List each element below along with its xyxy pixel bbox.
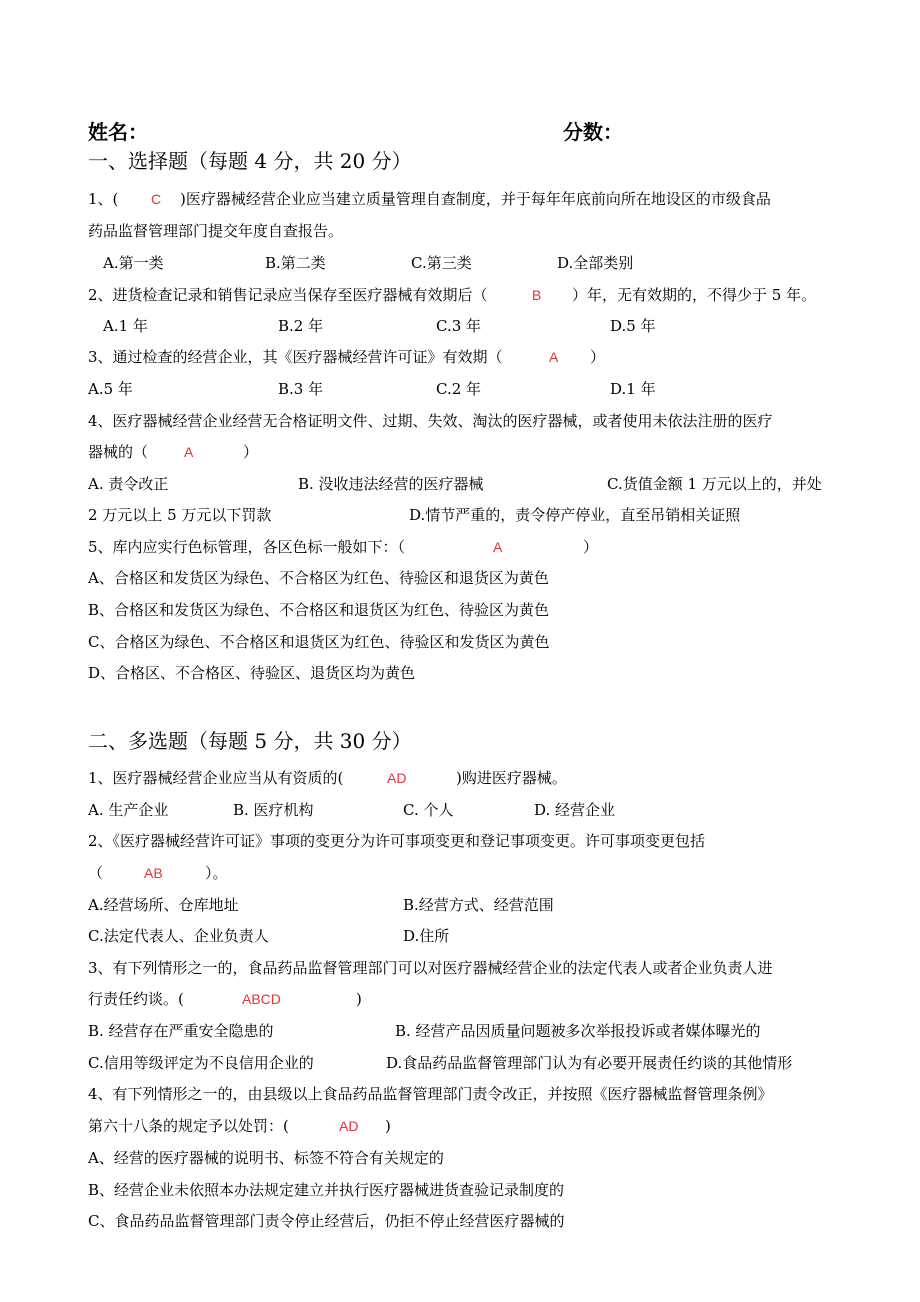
s1-q1-prefix: 1、( [88,190,119,208]
s1-q3-option-d: D.1 年 [610,380,656,398]
section1-title: 一、选择题（每题 4 分，共 20 分） [88,149,412,173]
s1-q4-option-d: D.情节严重的，责令停产停业，直至吊销相关证照 [409,506,741,524]
s2-q3-option-c: C.信用等级评定为不良信用企业的 [88,1054,314,1072]
s1-q4-suffix: ） [243,443,259,461]
s2-q4-text: 4、有下列情形之一的，由县级以上食品药品监督管理部门责令改正，并按照《医疗器械监督管理条例》 [88,1085,773,1103]
s2-q4-prefix: 第六十八条的规定予以处罚：( [88,1117,289,1135]
s2-q2-option-c: C.法定代表人、企业负责人 [88,927,269,945]
s1-q4-option-b: B. 没收违法经营的医疗器械 [298,475,484,493]
s1-q5-prefix: 5、库内应实行色标管理，各区色标一般如下：（ [88,538,406,556]
s2-q4-option-c: C、食品药品监督管理部门责令停止经营后，仍拒不停止经营医疗器械的 [88,1212,565,1230]
s1-q3-option-b: B.3 年 [278,380,324,398]
s1-q3-prefix: 3、通过检查的经营企业，其《医疗器械经营许可证》有效期（ [88,348,503,366]
s1-q5-option-c: C、合格区为绿色、不合格区和退货区为红色、待验区和发货区为黄色 [88,633,550,651]
s1-q5-option-d: D、合格区、不合格区、待验区、退货区均为黄色 [88,664,416,682]
s2-q1-option-a: A. 生产企业 [88,801,169,819]
s1-q1-answer: C [151,191,162,207]
s2-q2-suffix: ）。 [205,864,228,882]
s2-q2-answer: AB [144,865,163,881]
s1-q1-option-a: A.第一类 [103,254,164,272]
s1-q2-answer: B [532,287,542,303]
s2-q2-text: 2、《医疗器械经营许可证》事项的变更分为许可事项变更和登记事项变更。许可事项变更包括 [88,832,706,850]
s1-q1-text: )医疗器械经营企业应当建立质量管理自查制度，并于每年年底前向所在地设区的市级食品 [180,190,771,208]
section2-title: 二、多选题（每题 5 分，共 30 分） [88,729,412,753]
s2-q3-option-a: B. 经营存在严重安全隐患的 [88,1022,274,1040]
s2-q4-answer: AD [339,1118,359,1134]
s1-q4-option-c-cont: 2 万元以上 5 万元以下罚款 [88,506,272,524]
s1-q4-text: 4、医疗器械经营企业经营无合格证明文件、过期、失效、淘汰的医疗器械，或者使用未依法注册的医疗 [88,412,773,430]
s2-q1-answer: AD [387,770,407,786]
s1-q1-option-c: C.第三类 [411,254,472,272]
s1-q2-option-d: D.5 年 [610,317,656,335]
s1-q3-option-a: A.5 年 [88,380,133,398]
s1-q3-suffix: ） [590,348,606,366]
s1-q2-suffix: ）年，无有效期的，不得少于 5 年。 [572,286,817,304]
s2-q1-suffix: )购进医疗器械。 [456,769,567,787]
s1-q1-option-d: D.全部类别 [557,254,634,272]
s2-q3-prefix: 行责任约谈。( [88,990,184,1008]
s2-q1-option-c: C. 个人 [403,801,454,819]
s2-q3-answer: ABCD [242,991,281,1007]
s2-q1-option-b: B. 医疗机构 [233,801,314,819]
s1-q2-prefix: 2、进货检查记录和销售记录应当保存至医疗器械有效期后（ [88,286,488,304]
s1-q5-answer: A [493,539,503,555]
name-label: 姓名： [88,120,148,144]
s1-q3-option-c: C.2 年 [436,380,482,398]
s2-q3-text: 3、有下列情形之一的，食品药品监督管理部门可以对医疗器械经营企业的法定代表人或者企业负责人进 [88,959,773,977]
s1-q4-prefix: 器械的（ [88,443,149,461]
s2-q2-option-b: B.经营方式、经营范围 [403,896,554,914]
s2-q4-option-b: B、经营企业未依照本办法规定建立并执行医疗器械进货查验记录制度的 [88,1181,565,1199]
s2-q3-option-d: D.食品药品监督管理部门认为有必要开展责任约谈的其他情形 [386,1054,793,1072]
s2-q2-option-d: D.住所 [403,927,450,945]
s1-q5-option-a: A、合格区和发货区为绿色、不合格区为红色、待验区和退货区为黄色 [88,569,549,587]
s1-q1-text-line2: 药品监督管理部门提交年度自查报告。 [88,222,344,240]
s1-q2-option-b: B.2 年 [278,317,324,335]
s1-q4-answer: A [184,444,194,460]
s1-q1-option-b: B.第二类 [265,254,326,272]
s1-q5-suffix: ） [583,538,599,556]
s2-q4-option-a: A、经营的医疗器械的说明书、标签不符合有关规定的 [88,1149,444,1167]
s1-q5-option-b: B、合格区和发货区为绿色、不合格区和退货区为红色、待验区为黄色 [88,601,550,619]
s2-q3-suffix: ) [356,990,362,1008]
s2-q2-option-a: A.经营场所、仓库地址 [88,896,239,914]
s1-q4-option-c: C.货值金额 1 万元以上的，并处 [607,475,822,493]
s1-q2-option-c: C.3 年 [436,317,482,335]
s2-q4-suffix: ) [385,1117,391,1135]
s2-q2-prefix: （ [88,864,104,882]
score-label: 分数： [563,120,623,144]
s1-q3-answer: A [549,349,559,365]
s2-q1-option-d: D. 经营企业 [534,801,616,819]
s1-q2-option-a: A.1 年 [103,317,148,335]
s2-q3-option-b: B. 经营产品因质量问题被多次举报投诉或者媒体曝光的 [395,1022,761,1040]
s1-q4-option-a: A. 责令改正 [88,475,169,493]
s2-q1-prefix: 1、医疗器械经营企业应当从有资质的( [88,769,344,787]
